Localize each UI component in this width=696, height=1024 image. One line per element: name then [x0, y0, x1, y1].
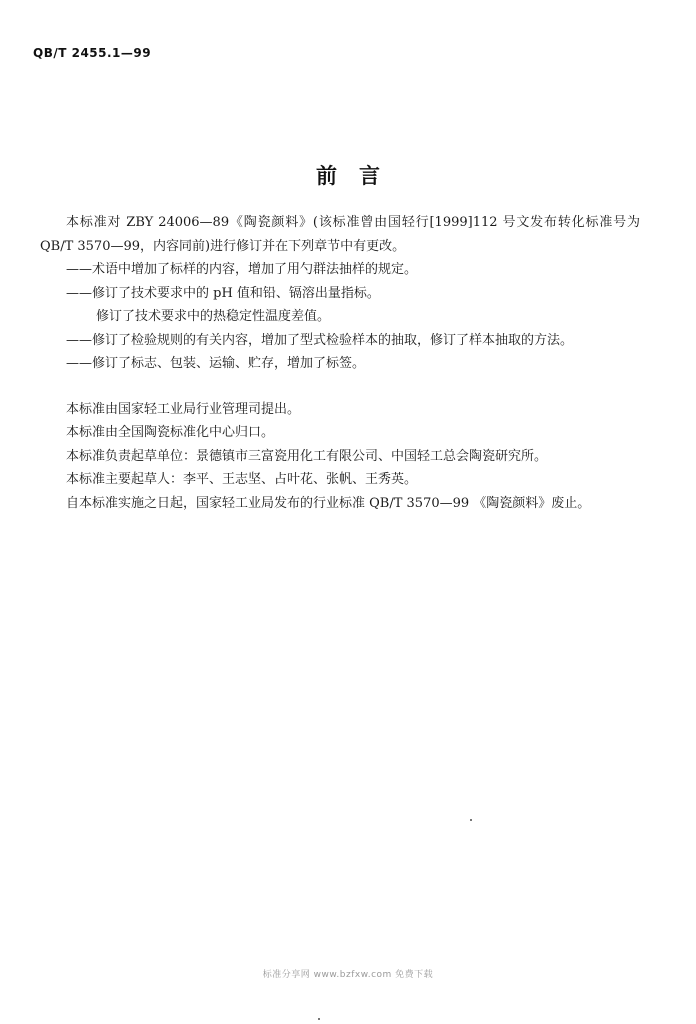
scan-speck	[470, 819, 472, 821]
info-abolish: 自本标准实施之日起，国家轻工业局发布的行业标准 QB/T 3570—99 《陶瓷颜料》废止。	[66, 495, 591, 511]
info-drafters: 本标准主要起草人：李平、王志坚、占叶花、张帆、王秀英。	[66, 472, 418, 487]
intro-paragraph: 本标准对 ZBY 24006—89《陶瓷颜料》(该标准曾由国轻行[1999]112 号文发布转化标准号为 QB/T 3570—99，内容同前)进行修订并在下列章节中有更改。	[40, 215, 640, 254]
change-item-2: ——修订了技术要求中的 pH 值和铅、镉溶出量指标。	[66, 285, 380, 301]
change-item-5: ——修订了标志、包装、运输、贮存，增加了标签。	[66, 356, 366, 371]
standard-code: QB/T 2455.1—99	[33, 46, 152, 60]
info-proposer: 本标准由国家轻工业局行业管理司提出。	[66, 401, 301, 417]
section-gap	[40, 376, 640, 398]
page-title: 前言	[316, 164, 402, 188]
change-item-4: ——修订了检验规则的有关内容，增加了型式检验样本的抽取，修订了样本抽取的方法。	[66, 332, 574, 348]
change-item-1: ——术语中增加了标样的内容，增加了用勺群法抽样的规定。	[66, 262, 418, 277]
change-item-3: 修订了技术要求中的热稳定性温度差值。	[96, 309, 331, 324]
info-drafting-units: 本标准负责起草单位：景德镇市三富瓷用化工有限公司、中国轻工总会陶瓷研究所。	[66, 448, 548, 464]
footer-watermark: 标准分享网 www.bzfxw.com 免费下载	[262, 970, 434, 980]
scan-speck	[318, 1018, 320, 1020]
info-centralized: 本标准由全国陶瓷标准化中心归口。	[66, 425, 275, 440]
foreword-body	[40, 211, 640, 515]
